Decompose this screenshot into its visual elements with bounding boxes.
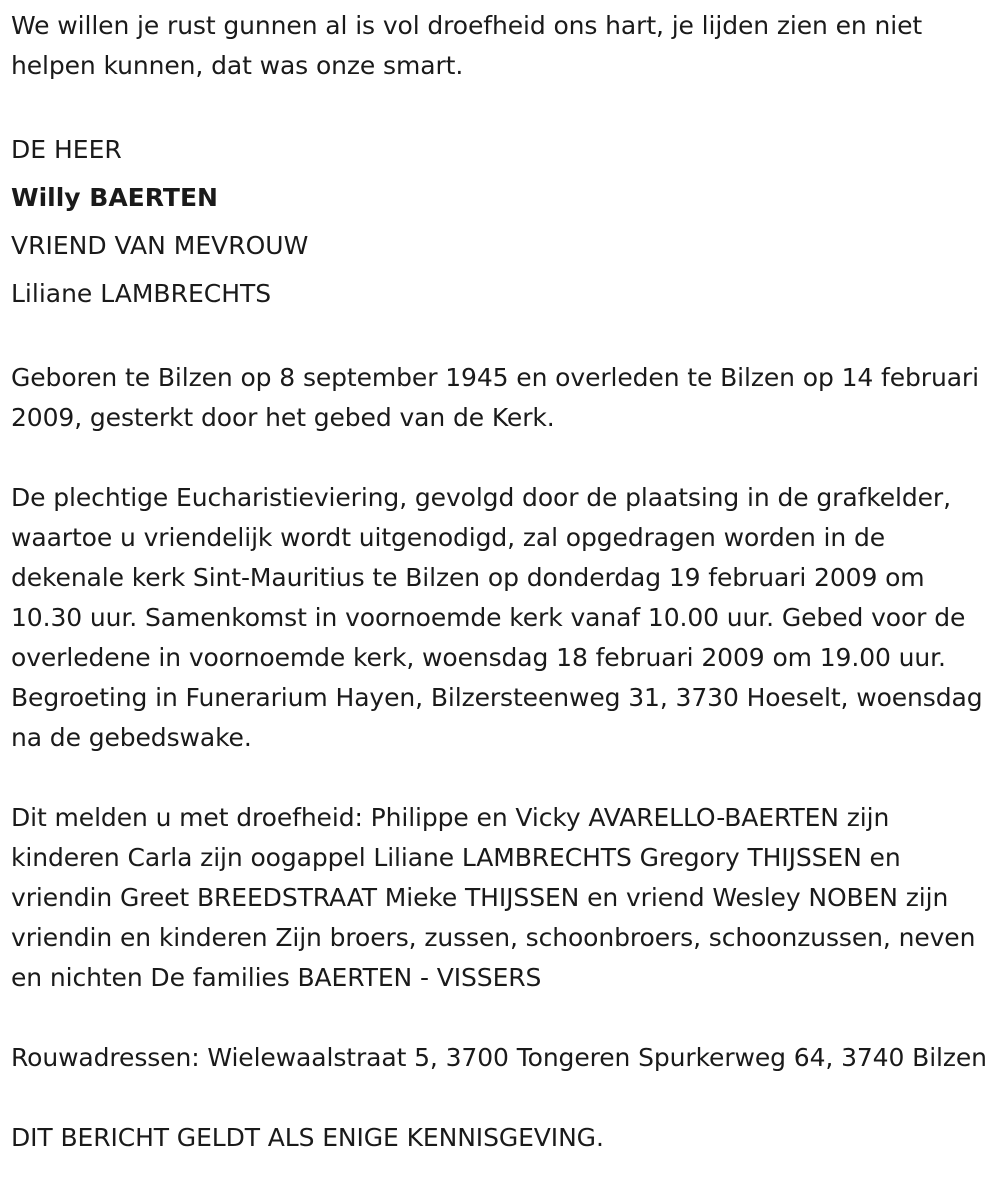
- spacer: [11, 998, 990, 1038]
- spacer: [11, 1078, 990, 1118]
- closing-line: DIT BERICHT GELDT ALS ENIGE KENNISGEVING.: [11, 1123, 604, 1152]
- title-prefix: DE HEER: [11, 135, 122, 164]
- spacer: [11, 758, 990, 798]
- partner-name: Liliane LAMBRECHTS: [11, 279, 272, 308]
- deceased-name: Willy BAERTEN: [11, 183, 218, 212]
- ceremony-paragraph: De plechtige Eucharistieviering, gevolgd door de plaatsing in de grafkelder, waartoe u vriendelijk wordt uitgenodigd, zal opgedragen worden in de dekenale kerk Sint-Mauritius te Bilzen op donderdag 19 februari 2009 om 10.30 uur. Samenkomst in voornoemde kerk vanaf 10.00 uur. Gebed voor de overledene in voornoemde kerk, woensdag 18 februari 2009 om 19.00 uur. Begroeting in Funerarium Hayen, Bilzersteenweg 31, 3730 Hoeselt, woensdag na de gebedswake.: [11, 483, 983, 752]
- birth-death-paragraph: Geboren te Bilzen op 8 september 1945 en overleden te Bilzen op 14 februari 2009, gesterkt door het gebed van de Kerk.: [11, 363, 979, 432]
- verse-paragraph: We willen je rust gunnen al is vol droefheid ons hart, je lijden zien en niet helpen kunnen, dat was onze smart.: [11, 11, 923, 80]
- spacer: [11, 86, 990, 126]
- family-paragraph: Dit melden u met droefheid: Philippe en Vicky AVARELLO-BAERTEN zijn kinderen Carla zijn oogappel Liliane LAMBRECHTS Gregory THIJSSEN en vriendin Greet BREEDSTRAAT Mieke THIJSSEN en vriend Wesley NOBEN zijn vriendin en kinderen Zijn broers, zussen, schoonbroers, schoonzussen, neven en nichten De families BAERTEN - VISSERS: [11, 803, 976, 992]
- relation-line: VRIEND VAN MEVROUW: [11, 231, 309, 260]
- spacer: [11, 438, 990, 478]
- spacer: [11, 318, 990, 358]
- addresses-paragraph: Rouwadressen: Wielewaalstraat 5, 3700 Tongeren Spurkerweg 64, 3740 Bilzen: [11, 1043, 987, 1072]
